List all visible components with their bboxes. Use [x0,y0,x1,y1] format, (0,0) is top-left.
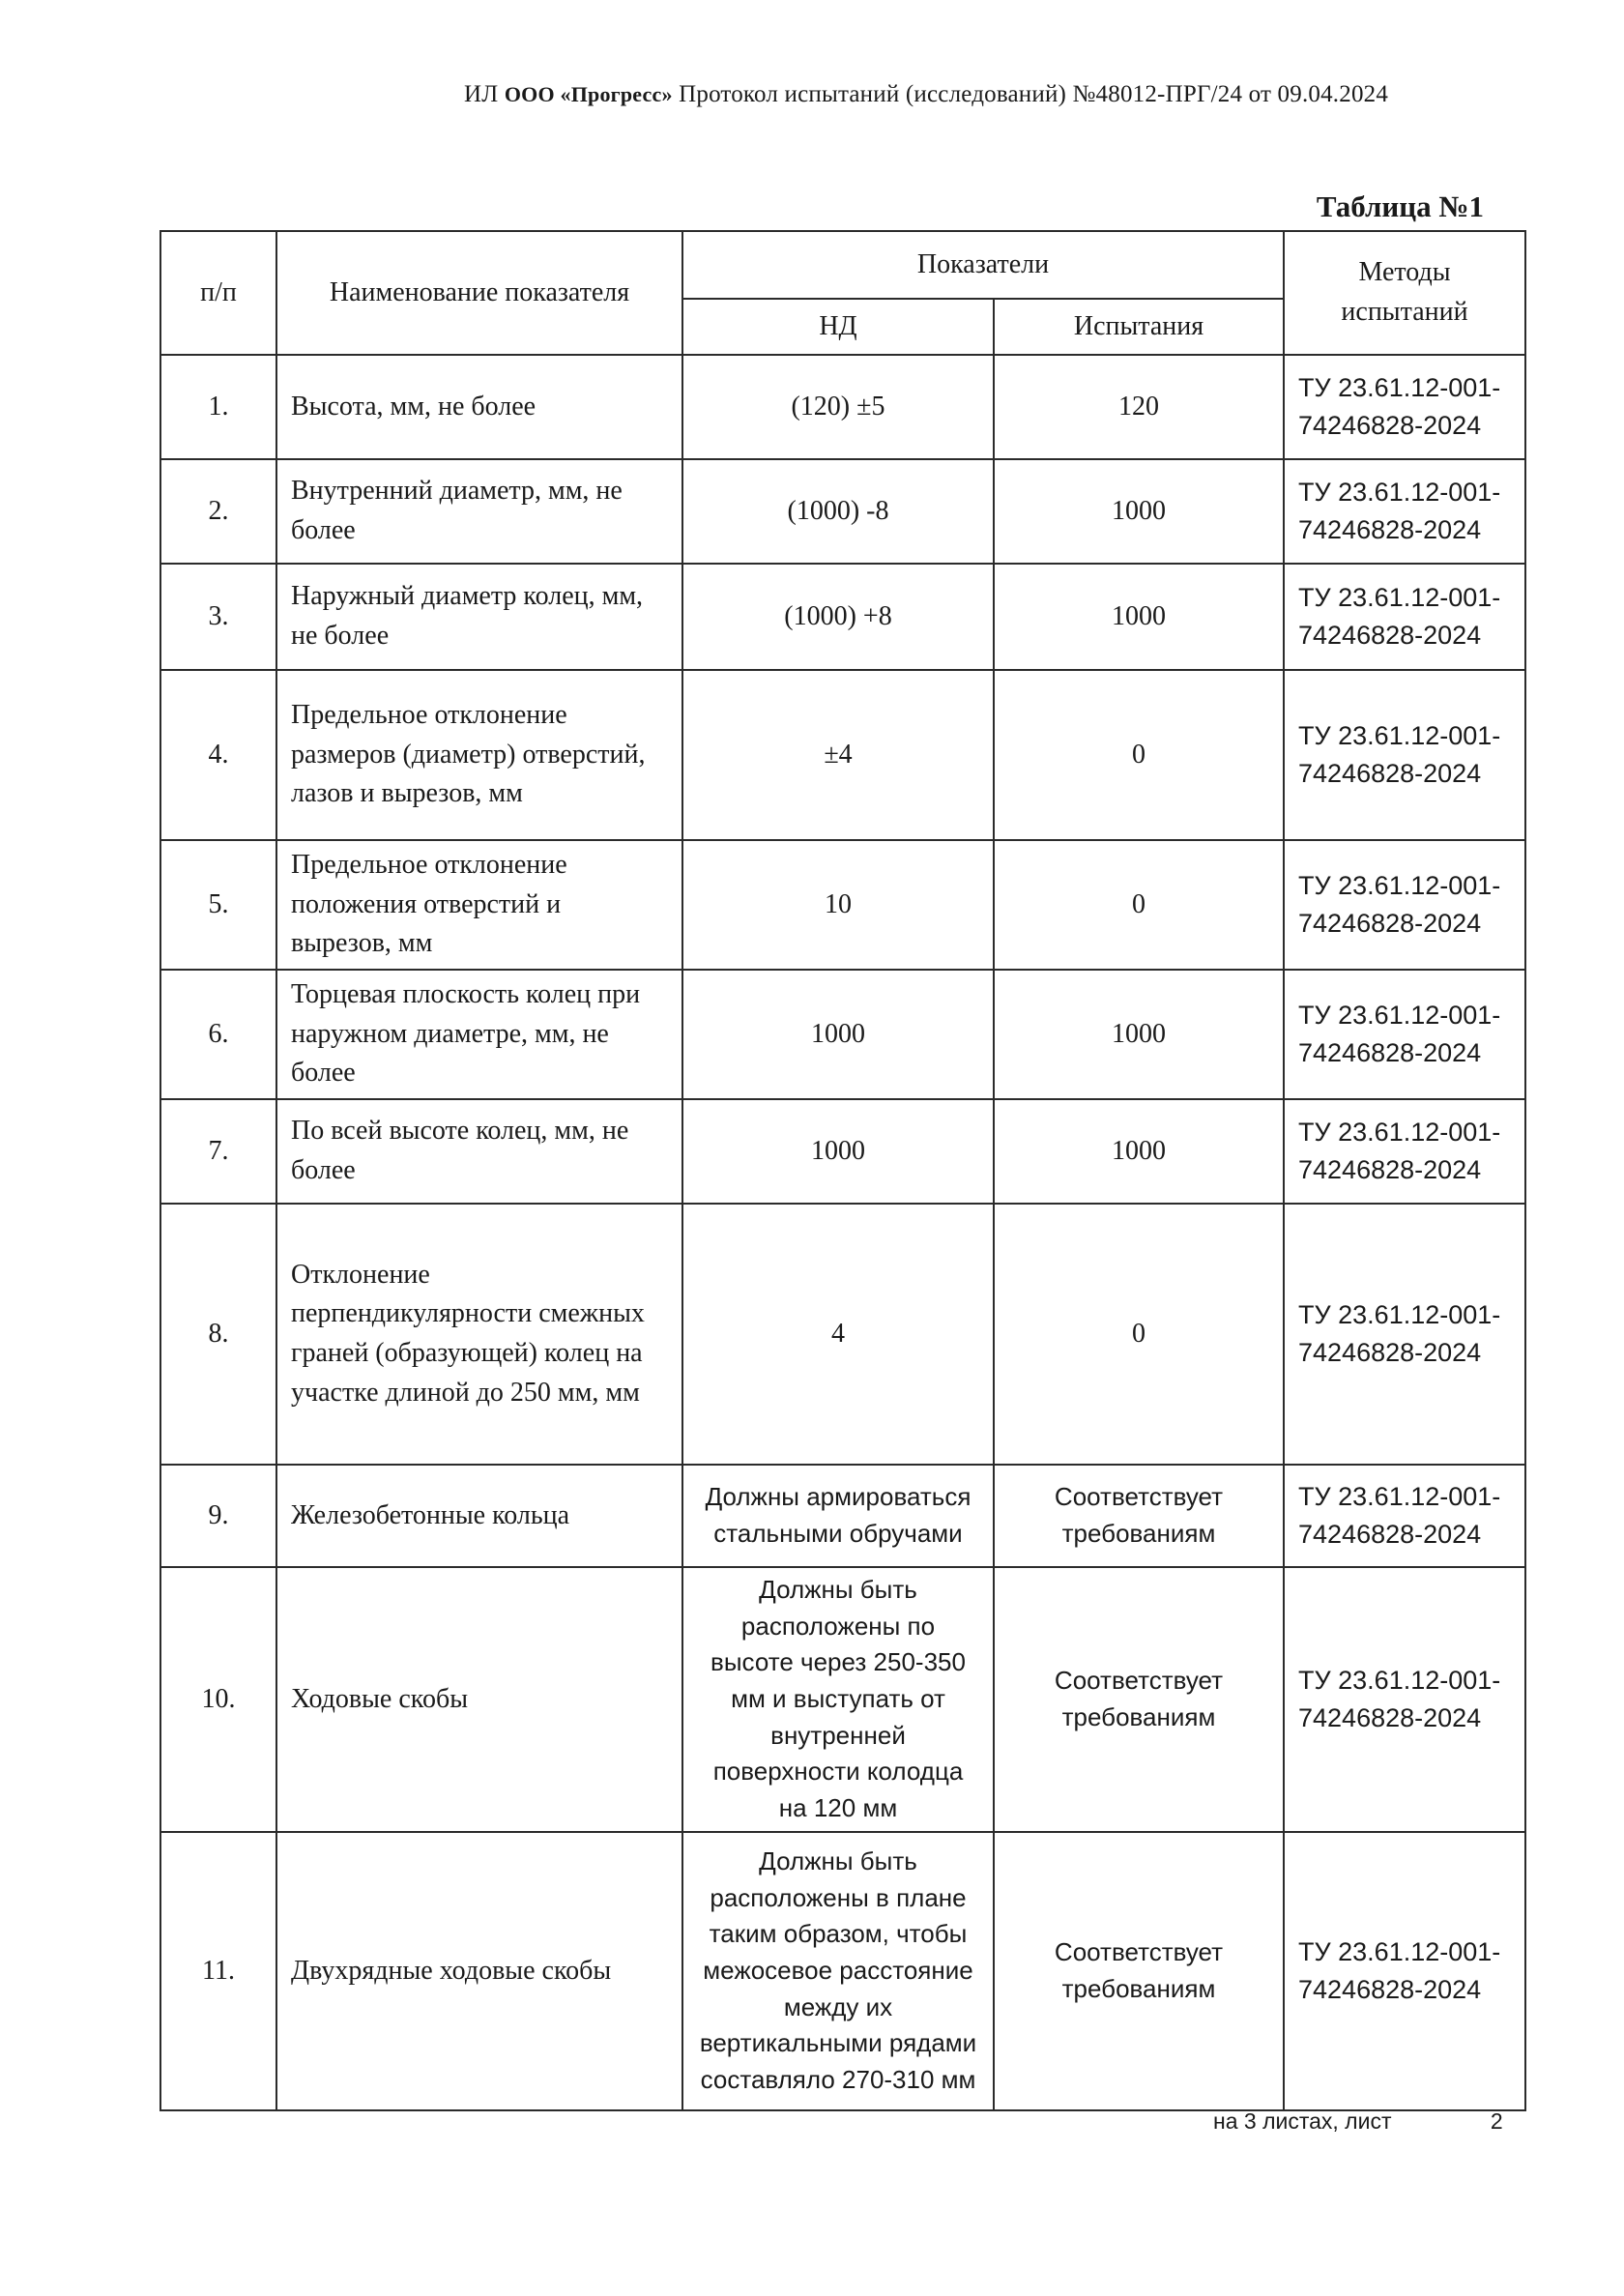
row-method: ТУ 23.61.12-001-74246828-2024 [1284,459,1525,564]
table-row [160,1832,1525,2110]
row-nd-value: Должны быть расположены по высоте через 250-350 мм и выступать от внутренней поверхности колодца на 120 мм [682,1567,994,1832]
row-nd-value: 10 [682,840,994,970]
row-indicator-name: Отклонение перпендикулярности смежных граней (образующей) колец на участке длиной до 250 мм, мм [276,1204,682,1465]
row-indicator-name: Ходовые скобы [276,1567,682,1832]
row-nd-value: (1000) -8 [682,459,994,564]
row-number: 11. [160,1832,276,2110]
row-method: ТУ 23.61.12-001-74246828-2024 [1284,1099,1525,1204]
row-number: 1. [160,355,276,459]
row-indicator-name: Высота, мм, не более [276,355,682,459]
row-number: 8. [160,1204,276,1465]
page-footer [1213,2108,1503,2135]
table-row [160,670,1525,840]
row-test-value: 1000 [994,970,1284,1099]
footer-sheets-text: на 3 листах, лист [1213,2108,1392,2134]
row-nd-value: 4 [682,1204,994,1465]
table-caption: Таблица №1 [1316,189,1484,223]
row-nd-value: ±4 [682,670,994,840]
table-row [160,564,1525,670]
row-indicator-name: Двухрядные ходовые скобы [276,1832,682,2110]
footer-page-number: 2 [1490,2108,1503,2134]
table-row [160,970,1525,1099]
table-row [160,1465,1525,1567]
table-row [160,459,1525,564]
row-method: ТУ 23.61.12-001-74246828-2024 [1284,970,1525,1099]
column-header-num: п/п [160,231,276,355]
row-test-value: 120 [994,355,1284,459]
row-indicator-name: Внутренний диаметр, мм, не более [276,459,682,564]
row-indicator-name: По всей высоте колец, мм, не более [276,1099,682,1204]
row-indicator-name: Предельное отклонение положения отверстий и вырезов, мм [276,840,682,970]
row-number: 3. [160,564,276,670]
header-organization: ООО «Прогресс» [504,82,673,106]
row-test-value: 1000 [994,1099,1284,1204]
row-nd-value: (1000) +8 [682,564,994,670]
row-method: ТУ 23.61.12-001-74246828-2024 [1284,1204,1525,1465]
document-header [464,81,1527,108]
column-header-methods: Методы испытаний [1284,231,1525,355]
results-table [160,230,1526,2111]
row-nd-value: 1000 [682,970,994,1099]
table-row [160,1099,1525,1204]
row-number: 2. [160,459,276,564]
column-header-indicators: Показатели [682,231,1284,299]
header-protocol: Протокол испытаний (исследований) №48012-ПРГ/24 от 09.04.2024 [679,81,1389,107]
column-header-test: Испытания [994,299,1284,355]
row-method: ТУ 23.61.12-001-74246828-2024 [1284,564,1525,670]
column-header-nd: НД [682,299,994,355]
row-number: 5. [160,840,276,970]
row-method: ТУ 23.61.12-001-74246828-2024 [1284,1832,1525,2110]
row-test-value: 0 [994,670,1284,840]
column-header-name: Наименование показателя [276,231,682,355]
table-row [160,1567,1525,1832]
row-test-value: 0 [994,1204,1284,1465]
row-number: 6. [160,970,276,1099]
table-row [160,1204,1525,1465]
table-row [160,355,1525,459]
row-number: 7. [160,1099,276,1204]
row-indicator-name: Железобетонные кольца [276,1465,682,1567]
row-test-value: 0 [994,840,1284,970]
row-test-value: Соответствует требованиям [994,1567,1284,1832]
row-method: ТУ 23.61.12-001-74246828-2024 [1284,1465,1525,1567]
row-test-value: Соответствует требованиям [994,1832,1284,2110]
table-header [160,231,1525,355]
row-number: 10. [160,1567,276,1832]
row-method: ТУ 23.61.12-001-74246828-2024 [1284,355,1525,459]
row-method: ТУ 23.61.12-001-74246828-2024 [1284,840,1525,970]
row-test-value: Соответствует требованиям [994,1465,1284,1567]
row-method: ТУ 23.61.12-001-74246828-2024 [1284,670,1525,840]
row-method: ТУ 23.61.12-001-74246828-2024 [1284,1567,1525,1832]
row-nd-value: 1000 [682,1099,994,1204]
header-lab-prefix: ИЛ [464,81,499,107]
table-row [160,840,1525,970]
row-nd-value: Должны быть расположены в плане таким образом, чтобы межосевое расстояние между их вертикальными рядами составляло 270-310 мм [682,1832,994,2110]
row-indicator-name: Торцевая плоскость колец при наружном диаметре, мм, не более [276,970,682,1099]
row-nd-value: (120) ±5 [682,355,994,459]
row-number: 4. [160,670,276,840]
row-test-value: 1000 [994,459,1284,564]
row-indicator-name: Наружный диаметр колец, мм, не более [276,564,682,670]
row-number: 9. [160,1465,276,1567]
row-test-value: 1000 [994,564,1284,670]
row-indicator-name: Предельное отклонение размеров (диаметр) отверстий, лазов и вырезов, мм [276,670,682,840]
row-nd-value: Должны армироваться стальными обручами [682,1465,994,1567]
